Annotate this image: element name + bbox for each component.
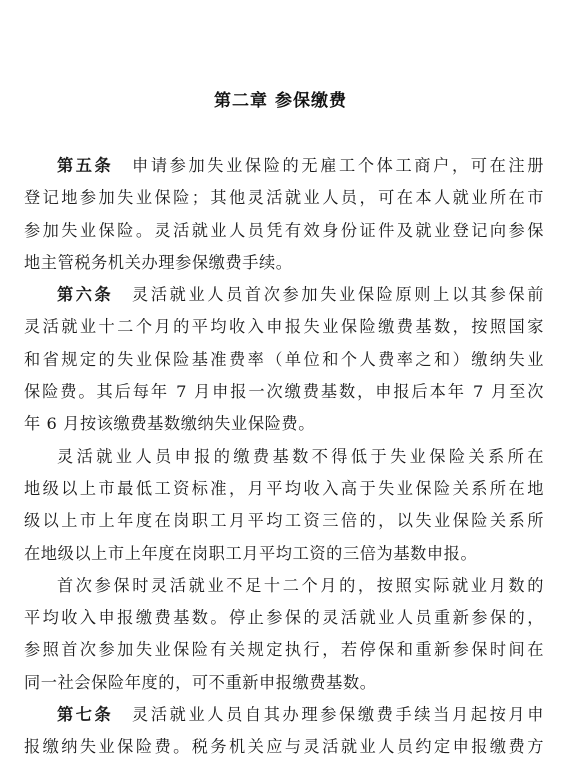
chapter-title: 第二章 参保缴费	[214, 91, 347, 111]
article-6-para3-line-3: 参照首次参加失业保险有关规定执行，若停保和重新参保时间在	[24, 640, 544, 660]
article-5-line-2: 登记地参加失业保险；其他灵活就业人员，可在本人就业所在市	[24, 188, 544, 208]
article-6-number: 第六条	[57, 285, 114, 305]
article-5-line-1	[24, 150, 544, 182]
article-6-para2-line-3: 级以上市上年度在岗职工月平均工资三倍的，以失业保险关系所	[24, 511, 544, 531]
article-5-line-3: 参加失业保险。灵活就业人员凭有效身份证件及就业登记向参保	[24, 220, 544, 240]
article-6-line-5: 年 6 月按该缴费基数缴纳失业保险费。	[24, 414, 315, 434]
article-5-number: 第五条	[57, 156, 114, 175]
article-6-para2-line-1: 灵活就业人员申报的缴费基数不得低于失业保险关系所在	[57, 446, 544, 466]
article-6-line-3: 和省规定的失业保险基准费率（单位和个人费率之和）缴纳失业	[24, 349, 544, 369]
article-6-para3-line-1: 首次参保时灵活就业不足十二个月的，按照实际就业月数的	[57, 575, 544, 595]
article-6-para2-line-2: 地级以上市最低工资标准，月平均收入高于失业保险关系所在地	[24, 478, 544, 498]
article-6-para3-line-2: 平均收入申报缴费基数。停止参保的灵活就业人员重新参保的，	[24, 608, 544, 628]
article-5-line-4: 地主管税务机关办理参保缴费手续。	[24, 252, 293, 272]
article-7-line-1	[24, 699, 544, 731]
article-6-text-1: 灵活就业人员首次参加失业保险原则上以其参保前	[132, 285, 545, 305]
article-6-line-4: 保险费。其后每年 7 月申报一次缴费基数，申报后本年 7 月至次	[24, 382, 544, 402]
article-7-text-1: 灵活就业人员自其办理参保缴费手续当月起按月申	[132, 705, 545, 725]
article-7-line-2: 报缴纳失业保险费。税务机关应与灵活就业人员约定申报缴费方	[24, 737, 544, 757]
article-6-line-2: 灵活就业十二个月的平均收入申报失业保险缴费基数，按照国家	[24, 317, 544, 337]
article-6-line-1	[24, 279, 544, 311]
article-6-para3-line-4: 同一社会保险年度的，可不重新申报缴费基数。	[24, 672, 377, 692]
article-7-number: 第七条	[57, 705, 114, 725]
article-6-para2-line-4: 在地级以上市上年度在岗职工月平均工资的三倍为基数申报。	[24, 543, 478, 563]
article-5-text-1: 申请参加失业保险的无雇工个体工商户，可在注册	[132, 156, 545, 175]
document-body	[24, 150, 544, 764]
